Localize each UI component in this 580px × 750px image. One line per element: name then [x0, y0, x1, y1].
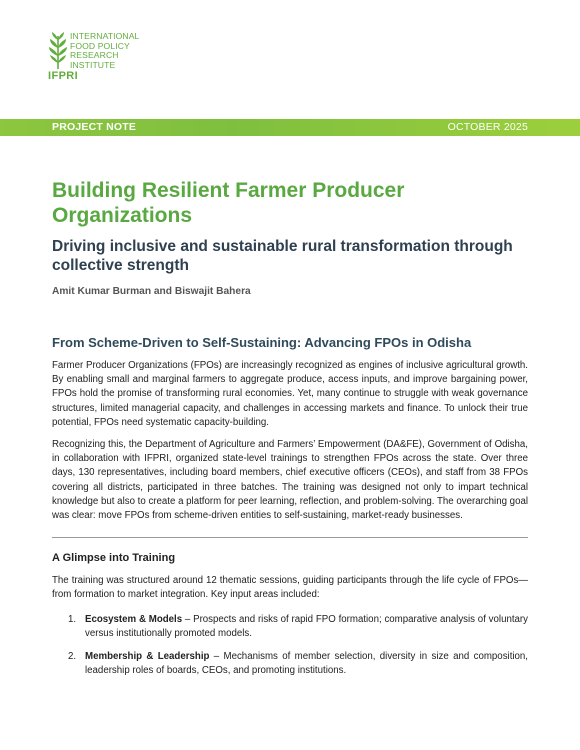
key-areas-list — [52, 613, 528, 679]
paragraph: The training was structured around 12 thematic sessions, guiding participants through the life cycle of FPOs—from formation to market integration. Key input areas included: — [52, 575, 528, 601]
header-band — [0, 119, 580, 136]
list-number: 1. — [68, 613, 77, 625]
authors: Amit Kumar Burman and Biswajit Bahera — [52, 286, 251, 297]
document-title: Building Resilient Farmer Producer Organizations — [52, 179, 405, 227]
doc-type-label: PROJECT NOTE — [52, 121, 137, 133]
list-item — [52, 650, 528, 678]
list-text: – Prospects and risks of rapid FPO formation; comparative analysis of voluntary versus institutionally promoted models. — [85, 613, 528, 639]
document-body — [52, 178, 528, 687]
paragraph: Recognizing this, the Department of Agriculture and Farmers’ Empowerment (DA&FE), Government of Odisha, in collaboration with IFPRI, organized state-level trainings to strengthen FPOs across the state. Over three days, 130 representatives, including board members, chief executive officers (CEOs), and staff from 38 FPOs covering all districts, participated in three batches. The training was designed not only to impart technical knowledge but also to create a platform for peer learning, reflection, and problem-solving. The overarching goal was clear: move FPOs from scheme-driven entities to self-sustaining, market-ready businesses. — [52, 439, 528, 522]
logo-line: INSTITUTE — [70, 60, 116, 71]
logo-acronym: IFPRI — [48, 70, 79, 82]
document-subtitle: Driving inclusive and sustainable rural transformation through collective strength — [52, 238, 513, 274]
list-number: 2. — [68, 651, 77, 663]
list-text: – Mechanisms of member selection, diversity in size and composition, leadership roles of boards, CEOs, and promoting institutions. — [85, 651, 529, 677]
logo-wordmark — [70, 32, 139, 71]
ifpri-wheat-icon — [48, 32, 68, 70]
section-divider — [52, 537, 528, 538]
subsection-heading: A Glimpse into Training — [52, 552, 176, 565]
logo-line: RESEARCH — [70, 50, 119, 61]
section-heading: From Scheme-Driven to Self-Sustaining: Advancing FPOs in Odisha — [52, 335, 472, 350]
paragraph: Farmer Producer Organizations (FPOs) are increasingly recognized as engines of inclusive agricultural growth. By enabling small and marginal farmers to aggregate produce, access inputs, and improve bargaining power, FPOs hold the promise of transforming rural economies. Yet, many continue to struggle with weak governance structures, limited managerial capacity, and challenges in accessing markets and finance. To unlock their true potential, FPOs need systematic capacity-building. — [52, 360, 528, 428]
ifpri-logo — [48, 30, 158, 82]
list-term: Membership & Leadership — [85, 651, 210, 663]
list-term: Ecosystem & Models — [85, 613, 183, 625]
doc-date: OCTOBER 2025 — [447, 121, 528, 133]
list-item — [52, 613, 528, 641]
logo-line: INTERNATIONAL — [70, 31, 140, 41]
logo-line: FOOD POLICY — [70, 40, 130, 51]
